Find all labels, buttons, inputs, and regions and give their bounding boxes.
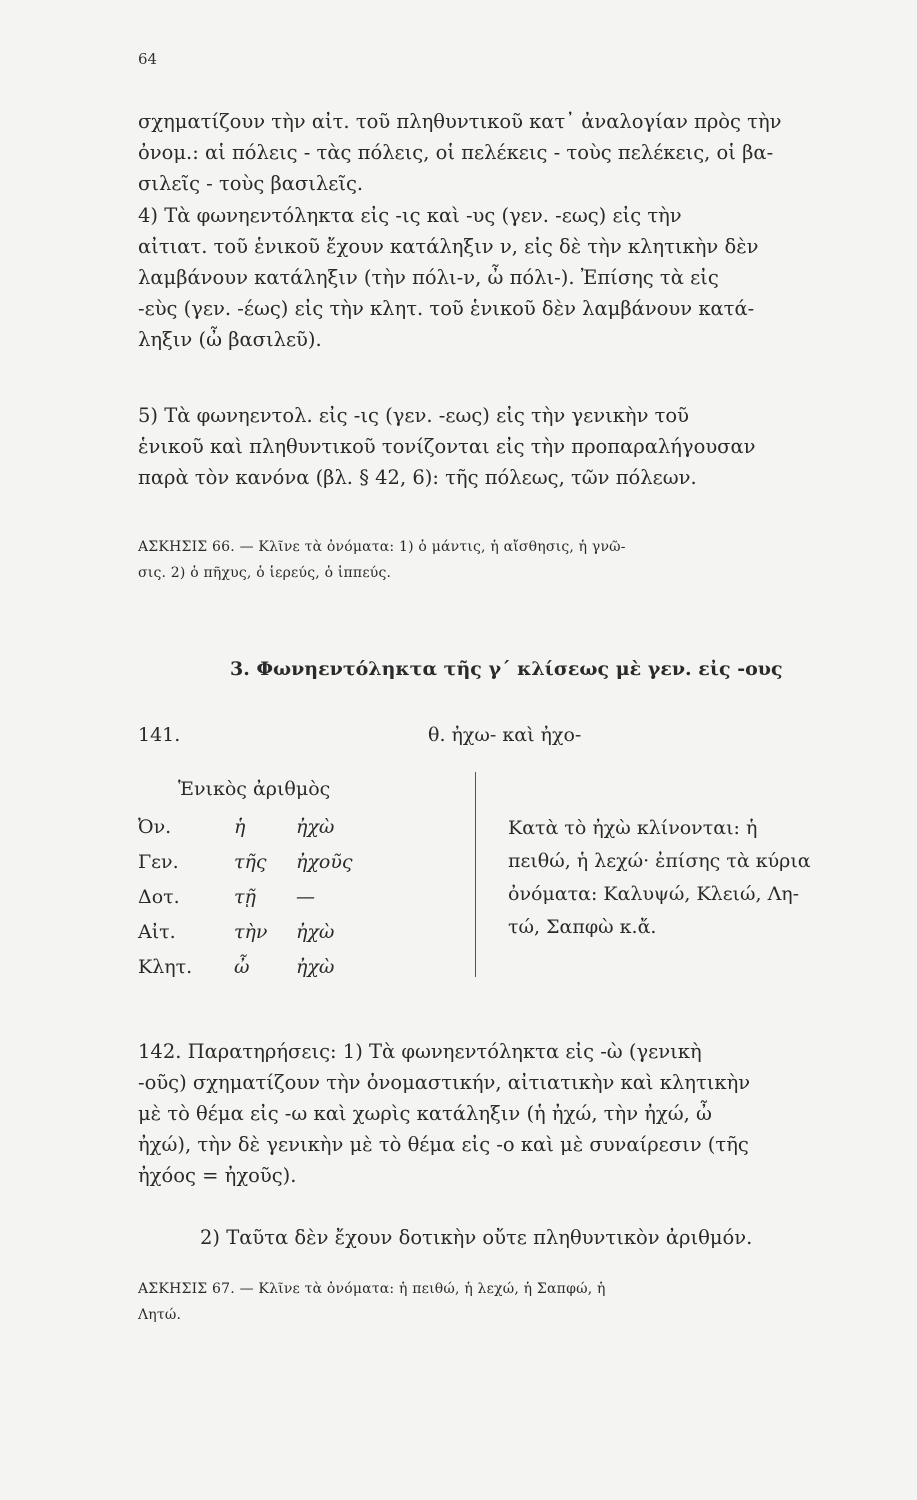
paragraph-accusative-plural — [138, 106, 880, 199]
article: ὦ — [234, 956, 250, 978]
text-line: ὀνομ.: αἱ πόλεις - τὰς πόλεις, οἱ πελέκεις - τοὺς πελέκεις, οἱ βα- — [138, 141, 774, 164]
case-label: Ὀν. — [138, 816, 172, 838]
item-number-141: 141. — [138, 724, 181, 746]
text-line: 4) Τὰ φωνηεντόληκτα εἰς -ις καὶ -υς (γεν. -εως) εἰς τὴν — [138, 204, 682, 227]
page-number: 64 — [138, 50, 158, 68]
note-line: πειθώ, ἡ λεχώ· ἐπίσης τὰ κύρια — [508, 850, 811, 872]
text-line: 5) Τὰ φωνηεντολ. εἰς -ις (γεν. -εως) εἰς τὴν γενικὴν τοῦ — [138, 404, 690, 427]
text-line: σιλεῖς - τοὺς βασιλεῖς. — [138, 172, 364, 195]
note-line: ὀνόματα: Καλυψώ, Κλειώ, Λη- — [508, 883, 800, 905]
exercise-line: ΑΣΚΗΣΙΣ 67. — Κλῖνε τὰ ὀνόματα: ἡ πειθώ, ἡ λεχώ, ἡ Σαπφώ, ἡ — [138, 1281, 606, 1297]
word-form: ἠχὼ — [296, 816, 335, 838]
text-line: ἠχώ), τὴν δὲ γενικὴν μὲ τὸ θέμα εἰς -ο καὶ μὲ συναίρεσιν (τῆς — [138, 1133, 749, 1156]
paragraph-rule-5 — [138, 400, 880, 493]
word-form: — — [296, 886, 315, 908]
case-label: Αἰτ. — [138, 921, 176, 943]
text-line: ἑνικοῦ καὶ πληθυντικοῦ τονίζονται εἰς τὴν προπαραλήγουσαν — [138, 435, 756, 458]
word-form: ἠχὼ — [296, 956, 335, 978]
case-label: Κλητ. — [138, 956, 193, 978]
stem-label: θ. ἠχω- καὶ ἠχο- — [428, 724, 582, 746]
article: τῆς — [234, 851, 267, 873]
exercise-66 — [138, 534, 880, 586]
declension-note — [508, 812, 880, 944]
exercise-line: Λητώ. — [138, 1307, 182, 1323]
text-line: ἠχόος = ἠχοῦς). — [138, 1164, 297, 1187]
singular-label: Ἑνικὸς ἀριθμὸς — [178, 778, 331, 800]
article: τὴν — [234, 921, 268, 943]
exercise-67 — [138, 1276, 880, 1328]
exercise-line: σις. 2) ὁ πῆχυς, ὁ ἱερεύς, ὁ ἱππεύς. — [138, 565, 392, 581]
paragraph-142-2: 2) Ταῦτα δὲν ἔχουν δοτικὴν οὔτε πληθυντικὸν ἀριθμόν. — [200, 1226, 753, 1249]
text-line: μὲ τὸ θέμα εἰς -ω καὶ χωρὶς κατάληξιν (ἡ ἠχώ, τὴν ἠχώ, ὦ — [138, 1102, 712, 1125]
case-label: Γεν. — [138, 851, 179, 873]
paragraph-142 — [138, 1036, 880, 1191]
word-form: ἠχοῦς — [296, 851, 353, 873]
text-line: παρὰ τὸν κανόνα (βλ. § 42, 6): τῆς πόλεως, τῶν πόλεων. — [138, 466, 697, 489]
column-divider — [475, 772, 476, 977]
section-heading: 3. Φωνηεντόληκτα τῆς γ΄ κλίσεως μὲ γεν. εἰς -ους — [230, 658, 783, 680]
text-line: λαμβάνουν κατάληξιν (τὴν πόλι-ν, ὦ πόλι-). Ἐπίσης τὰ εἰς — [138, 266, 719, 289]
text-line: -εὺς (γεν. -έως) εἰς τὴν κλητ. τοῦ ἑνικοῦ δὲν λαμβάνουν κατά- — [138, 297, 755, 320]
note-line: Κατὰ τὸ ἠχὼ κλίνονται: ἡ — [508, 817, 758, 839]
word-form: ἠχὼ — [296, 921, 335, 943]
case-label: Δοτ. — [138, 886, 180, 908]
article: ἡ — [234, 816, 246, 838]
text-line: 142. Παρατηρήσεις: 1) Τὰ φωνηεντόληκτα εἰς -ὼ (γενικὴ — [138, 1040, 702, 1063]
note-line: τώ, Σαπφὼ κ.ἄ. — [508, 916, 657, 938]
text-line: ληξιν (ὦ βασιλεῦ). — [138, 328, 322, 351]
exercise-line: ΑΣΚΗΣΙΣ 66. — Κλῖνε τὰ ὀνόματα: 1) ὁ μάντις, ἡ αἴσθησις, ἡ γνῶ- — [138, 539, 626, 555]
text-line: σχηματίζουν τὴν αἰτ. τοῦ πληθυντικοῦ κατ᾽ ἀναλογίαν πρὸς τὴν — [138, 110, 782, 133]
paragraph-rule-4 — [138, 200, 880, 355]
text-line: αἰτιατ. τοῦ ἑνικοῦ ἔχουν κατάληξιν ν, εἰς δὲ τὴν κλητικὴν δὲν — [138, 235, 759, 258]
article: τῇ — [234, 886, 256, 908]
text-line: -οῦς) σχηματίζουν τὴν ὀνομαστικήν, αἰτιατικὴν καὶ κλητικὴν — [138, 1071, 751, 1094]
